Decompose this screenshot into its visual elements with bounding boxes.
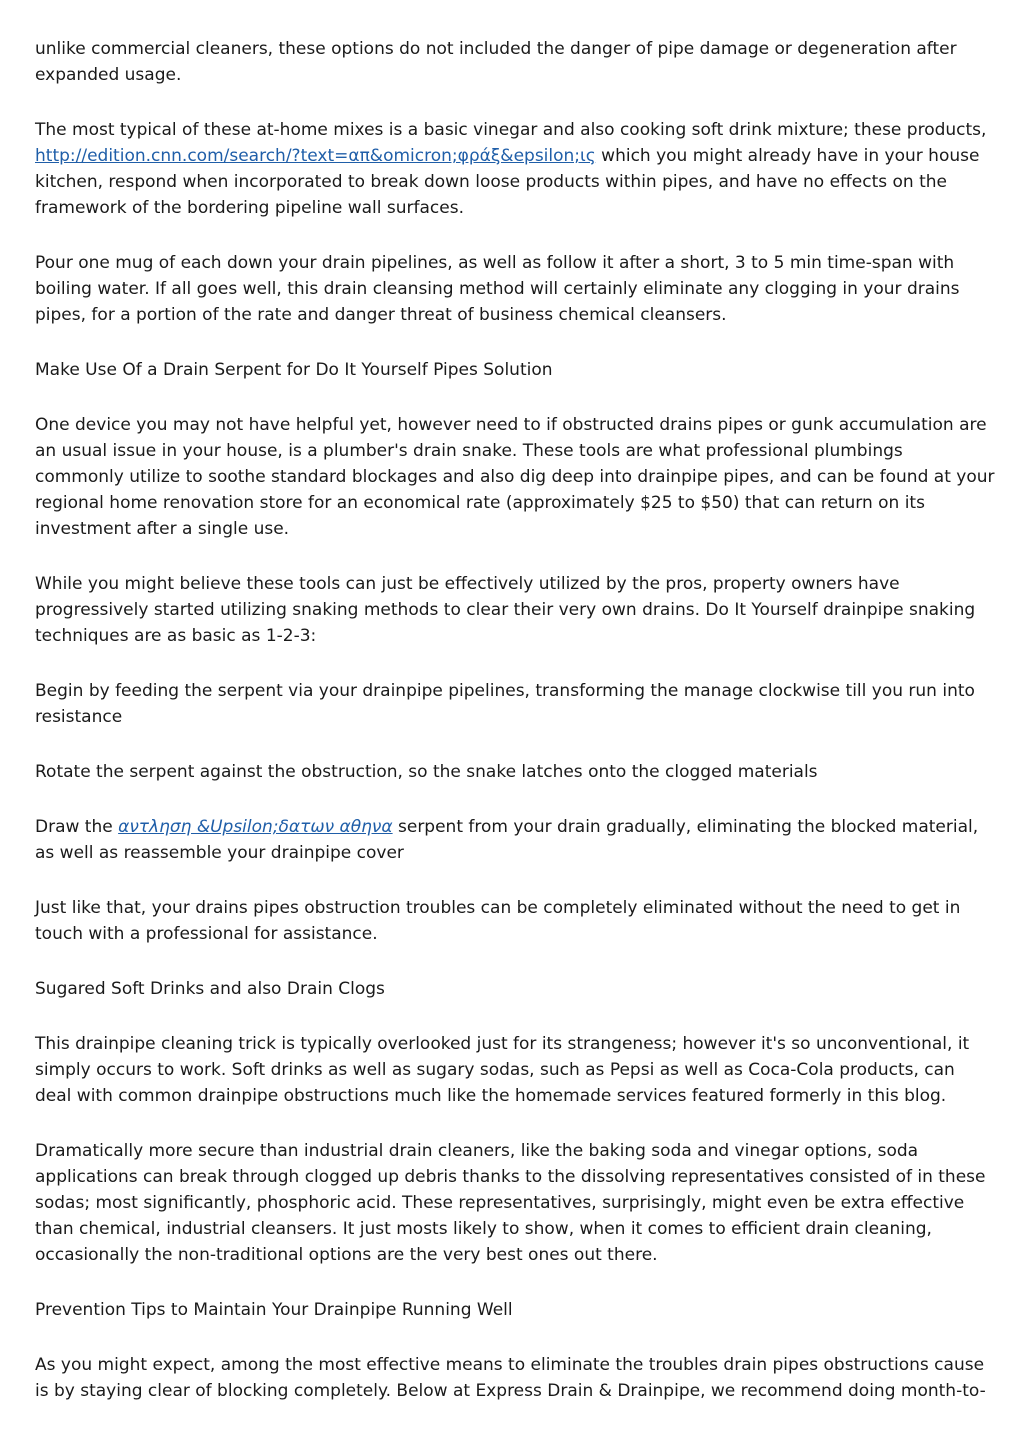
paragraph-step-feed: Begin by feeding the serpent via your drainpipe pipelines, transforming the manage clockwise till you run into resistance [35, 681, 975, 727]
paragraph-prevention: As you might expect, among the most effective means to eliminate the troubles drain pipes obstructions cause is by staying clear of blocking completely. Below at Express Drain & Drainpipe, we recommend doing month-to- [35, 1355, 986, 1401]
paragraph-step-draw [35, 814, 995, 866]
paragraph-text: which you might already have in your house kitchen, respond when incorporated to break down loose products within pipes, and have no effects on the framework of the bordering pipeline wall surfaces. [35, 146, 980, 218]
paragraph-pour-mug: Pour one mug of each down your drain pipelines, as well as follow it after a short, 3 to 5 min time-span with boiling water. If all goes well, this drain cleansing method will certainly eliminate any clogging in your drains pipes, for a portion of the rate and danger threat of business chemical cleansers. [35, 253, 960, 325]
paragraph-soda-applications: Dramatically more secure than industrial drain cleaners, like the baking soda and vinegar options, soda applications can break through clogged up debris thanks to the dissolving representatives consisted of in these sodas; most significantly, phosphoric acid. These representatives, surprisingly, might even be extra effective than chemical, industrial cleansers. It just mosts likely to show, when it comes to efficient drain cleaning, occasionally the non-traditional options are the very best ones out there. [35, 1141, 986, 1265]
paragraph-text: Draw the [35, 817, 119, 837]
greek-pump-link[interactable]: αντληση &Upsilon;δατων αθηνα [118, 817, 393, 837]
paragraph-commercial-cleaners: unlike commercial cleaners, these options do not included the danger of pipe damage or degeneration after expanded usage. [35, 39, 957, 85]
paragraph-step-rotate: Rotate the serpent against the obstruction, so the snake latches onto the clogged materials [35, 762, 818, 782]
paragraph-just-like-that: Just like that, your drains pipes obstruction troubles can be completely eliminated without the need to get in touch with a professional for assistance. [35, 898, 961, 944]
paragraph-vinegar-mixture [35, 117, 995, 221]
section-heading-prevention: Prevention Tips to Maintain Your Drainpipe Running Well [35, 1300, 513, 1320]
paragraph-snaking-methods: While you might believe these tools can just be effectively utilized by the pros, property owners have progressively started utilizing snaking methods to clear their very own drains. Do It Yourself drainpipe snaking techniques are as basic as 1-2-3: [35, 574, 976, 646]
section-heading-drain-serpent: Make Use Of a Drain Serpent for Do It Yourself Pipes Solution [35, 360, 553, 380]
paragraph-text: The most typical of these at-home mixes is a basic vinegar and also cooking soft drink mixture; these products, [35, 120, 987, 140]
section-heading-soft-drinks: Sugared Soft Drinks and also Drain Clogs [35, 979, 385, 999]
paragraph-text: serpent from your drain gradually, eliminating the blocked material, as well as reassemble your drainpipe cover [35, 817, 979, 863]
document-body [35, 36, 995, 1433]
paragraph-cleaning-trick: This drainpipe cleaning trick is typically overlooked just for its strangeness; however it's so unconventional, it simply occurs to work. Soft drinks as well as sugary sodas, such as Pepsi as well as Coca-Cola products, can deal with common drainpipe obstructions much like the homemade services featured formerly in this blog. [35, 1034, 970, 1106]
paragraph-drain-snake: One device you may not have helpful yet, however need to if obstructed drains pipes or gunk accumulation are an usual issue in your house, is a plumber's drain snake. These tools are what professional plumbings commonly utilize to soothe standard blockages and also dig deep into drainpipe pipes, and can be found at your regional home renovation store for an economical rate (approximately $25 to $50) that can return on its investment after a single use. [35, 415, 995, 539]
cnn-search-link[interactable]: http://edition.cnn.com/search/?text=απ&omicron;φράξ&epsilon;ις [35, 146, 596, 166]
